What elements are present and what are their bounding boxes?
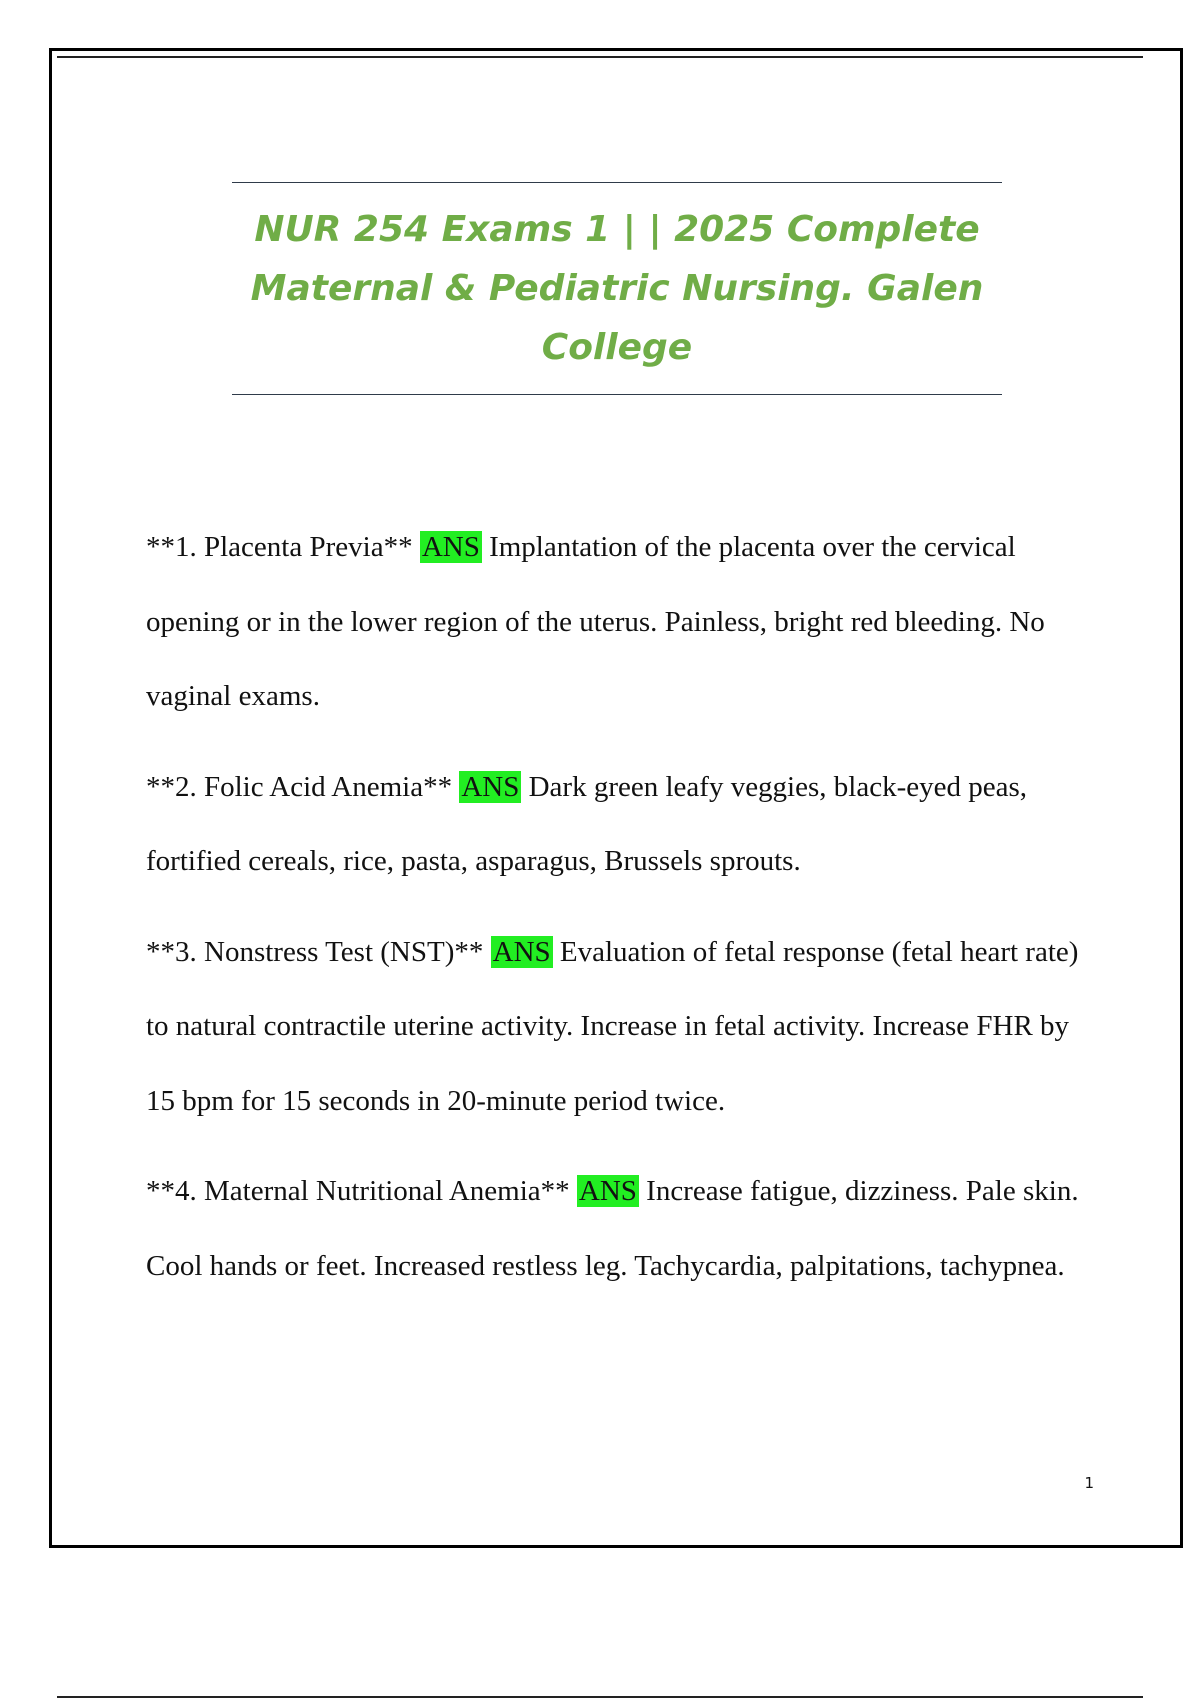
- qa-entry: [146, 750, 1096, 899]
- document-title: NUR 254 Exams 1 | | 2025 Complete Maternal & Pediatric Nursing. Galen College: [250, 209, 984, 368]
- qa-entry: [146, 915, 1096, 1139]
- title-bottom-rule: [232, 394, 1002, 395]
- question-term: **4. Maternal Nutritional Anemia**: [146, 1175, 570, 1207]
- answer-tag: ANS: [421, 531, 480, 563]
- answer-tag: ANS: [492, 935, 551, 968]
- answer-tag: ANS: [461, 770, 520, 803]
- qa-entry: [146, 1154, 1096, 1303]
- qa-entry: [146, 510, 1096, 734]
- answer-text: Increase fatigue, dizziness. Pale skin. Cool hands or feet. Increased restless leg. Tachycardia, palpitations, tachypnea.: [146, 1175, 1079, 1282]
- next-page-rule: [57, 1696, 1143, 1698]
- question-term: **2. Folic Acid Anemia**: [146, 770, 453, 803]
- question-term: **3. Nonstress Test (NST)**: [146, 935, 484, 968]
- title-top-rule: [232, 182, 1002, 183]
- answer-text: Dark green leafy veggies, black-eyed peas, fortified cereals, rice, pasta, asparagus, Brussels sprouts.: [146, 770, 1028, 877]
- header-rule: [57, 56, 1143, 58]
- answer-text: Implantation of the placenta over the cervical opening or in the lower region of the uterus. Painless, bright red bleeding. No vaginal exams.: [146, 531, 1045, 712]
- answer-text: Evaluation of fetal response (fetal heart rate) to natural contractile uterine activity. Increase in fetal activity. Increase FHR by 15 bpm for 15 seconds in 20-minute period twice.: [146, 935, 1079, 1117]
- page-number: 1: [1084, 1474, 1094, 1492]
- answer-tag: ANS: [578, 1175, 637, 1207]
- qa-list: [146, 510, 1096, 1319]
- question-term: **1. Placenta Previa**: [146, 531, 413, 563]
